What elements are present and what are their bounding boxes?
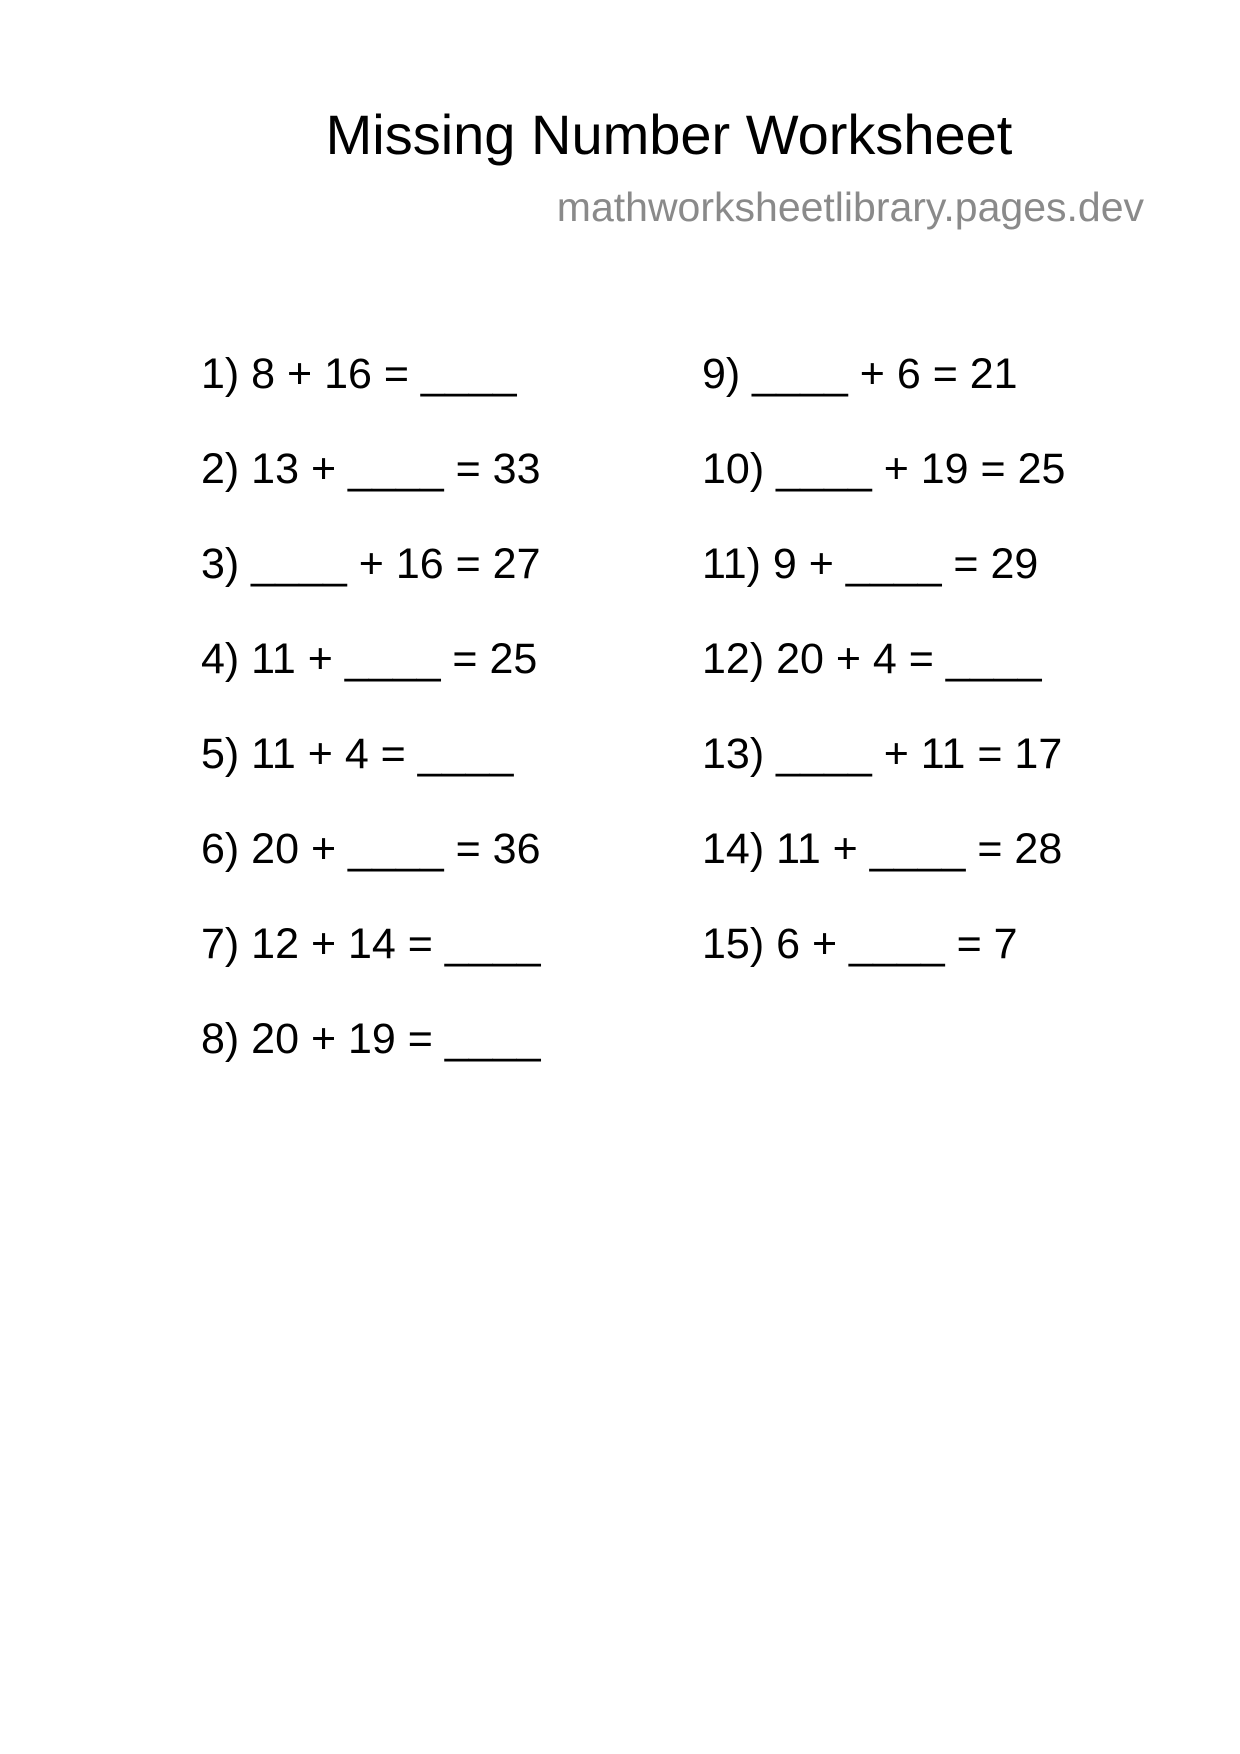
problem-column-right xyxy=(702,349,1065,1014)
source-url: mathworksheetlibrary.pages.dev xyxy=(556,184,1144,230)
problem-item: 4) 11 + ____ = 25 xyxy=(201,635,538,683)
problem-column-left xyxy=(201,349,541,1109)
problem-item: 1) 8 + 16 = ____ xyxy=(201,350,517,398)
problem-item: 7) 12 + 14 = ____ xyxy=(201,920,541,968)
problem-item: 13) ____ + 11 = 17 xyxy=(702,730,1063,778)
problem-item: 2) 13 + ____ = 33 xyxy=(201,445,541,493)
problem-item: 9) ____ + 6 = 21 xyxy=(702,350,1018,398)
problem-item: 5) 11 + 4 = ____ xyxy=(201,730,514,778)
problem-item: 12) 20 + 4 = ____ xyxy=(702,635,1042,683)
problem-item: 15) 6 + ____ = 7 xyxy=(702,920,1018,968)
problem-item: 8) 20 + 19 = ____ xyxy=(201,1015,541,1063)
problem-item: 10) ____ + 19 = 25 xyxy=(702,445,1066,493)
problem-item: 14) 11 + ____ = 28 xyxy=(702,825,1063,873)
worksheet-title: Missing Number Worksheet xyxy=(325,103,1013,166)
problem-item: 11) 9 + ____ = 29 xyxy=(702,540,1039,588)
problem-item: 6) 20 + ____ = 36 xyxy=(201,825,541,873)
problem-item: 3) ____ + 16 = 27 xyxy=(201,540,541,588)
